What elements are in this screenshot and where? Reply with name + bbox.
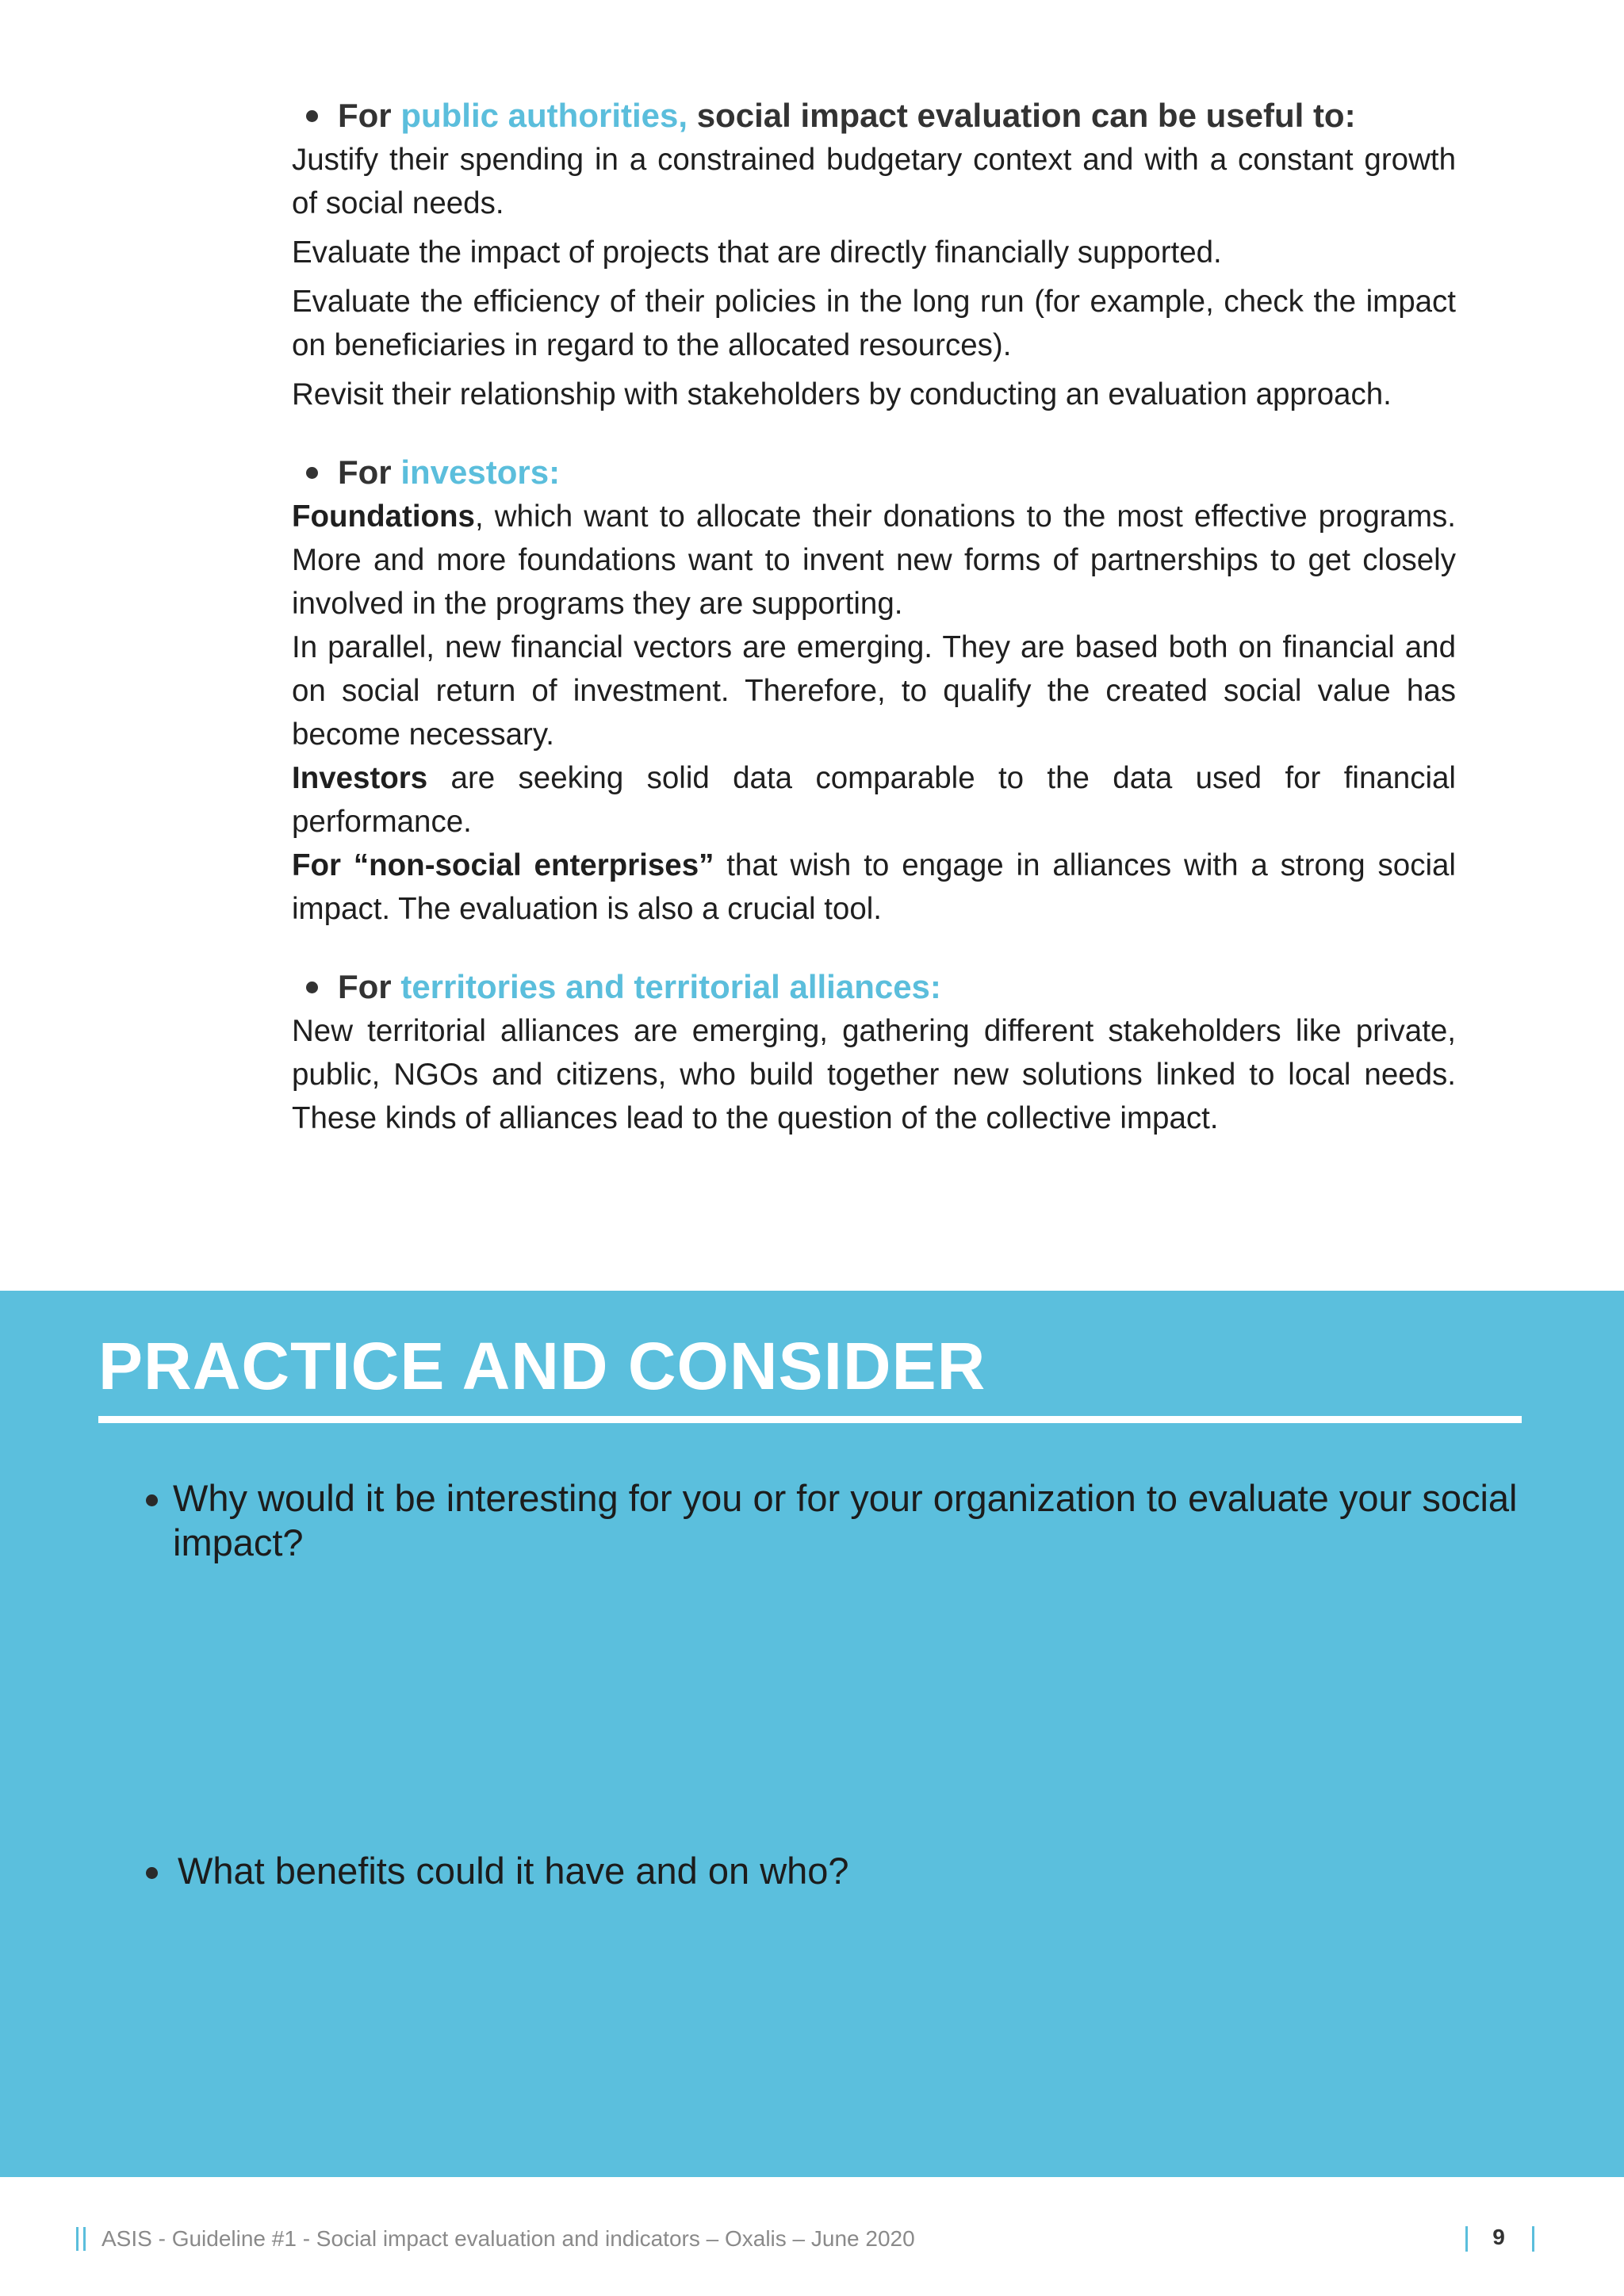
page-number: 9	[1492, 2225, 1505, 2249]
paragraph: For “non-social enterprises” that wish to engage in alliances with a strong social impact. The evaluation is also a crucial tool.	[292, 848, 1456, 926]
bullet-icon	[146, 1867, 158, 1879]
question-1: Why would it be interesting for you or for your organization to evaluate your social impact?	[146, 1476, 1553, 1565]
paragraph: Foundations, which want to allocate their donations to the most effective programs. More and more foundations want to invent new forms of partnerships to get closely involved in the programs they are supporting.	[292, 499, 1456, 621]
divider	[1532, 2226, 1534, 2252]
page-footer	[0, 2217, 1624, 2264]
bullet-icon	[146, 1494, 158, 1506]
footer-text: ASIS - Guideline #1 - Social impact evaluation and indicators – Oxalis – June 2020	[102, 2226, 915, 2251]
heading-highlight: investors:	[400, 453, 561, 491]
bullet-icon	[306, 982, 318, 993]
paragraph: Justify their spending in a constrained budgetary context and with a constant growth of social needs.	[292, 143, 1456, 220]
heading-highlight: public authorities,	[400, 97, 688, 134]
heading-highlight: territories and territorial alliances:	[400, 968, 941, 1005]
paragraph: Evaluate the impact of projects that are directly financially supported.	[292, 235, 1222, 270]
paragraph: In parallel, new financial vectors are emerging. They are based both on financial and on social return of investment. Therefore, to qualify the created social value has become necessary.	[292, 630, 1456, 752]
paragraph: Revisit their relationship with stakeholders by conducting an evaluation approach.	[292, 377, 1392, 411]
bullet-icon	[306, 110, 318, 122]
bullet-icon	[306, 467, 318, 479]
divider	[98, 1416, 1522, 1423]
paragraph: New territorial alliances are emerging, gathering different stakeholders like private, public, NGOs and citizens, who build together new solutions linked to local needs. These kinds of alliances lead to the question of the collective impact.	[292, 1014, 1456, 1135]
main-content	[292, 94, 1456, 1140]
footer-bars-icon	[76, 2227, 86, 2251]
section-heading-territories: For territories and territorial alliances:	[292, 965, 1456, 1009]
divider	[1465, 2226, 1468, 2252]
question-2: What benefits could it have and on who?	[146, 1849, 1557, 1893]
section-heading-investors: For investors:	[292, 450, 1456, 495]
paragraph: Evaluate the efficiency of their policies in the long run (for example, check the impact on beneficiaries in regard to the allocated resources).	[292, 285, 1456, 362]
paragraph: Investors are seeking solid data comparable to the data used for financial performance.	[292, 761, 1456, 839]
practice-panel	[0, 1291, 1624, 2177]
section-heading-public-authorities: For public authorities, social impact evaluation can be useful to:	[292, 94, 1456, 138]
practice-title: PRACTICE AND CONSIDER	[98, 1329, 986, 1403]
